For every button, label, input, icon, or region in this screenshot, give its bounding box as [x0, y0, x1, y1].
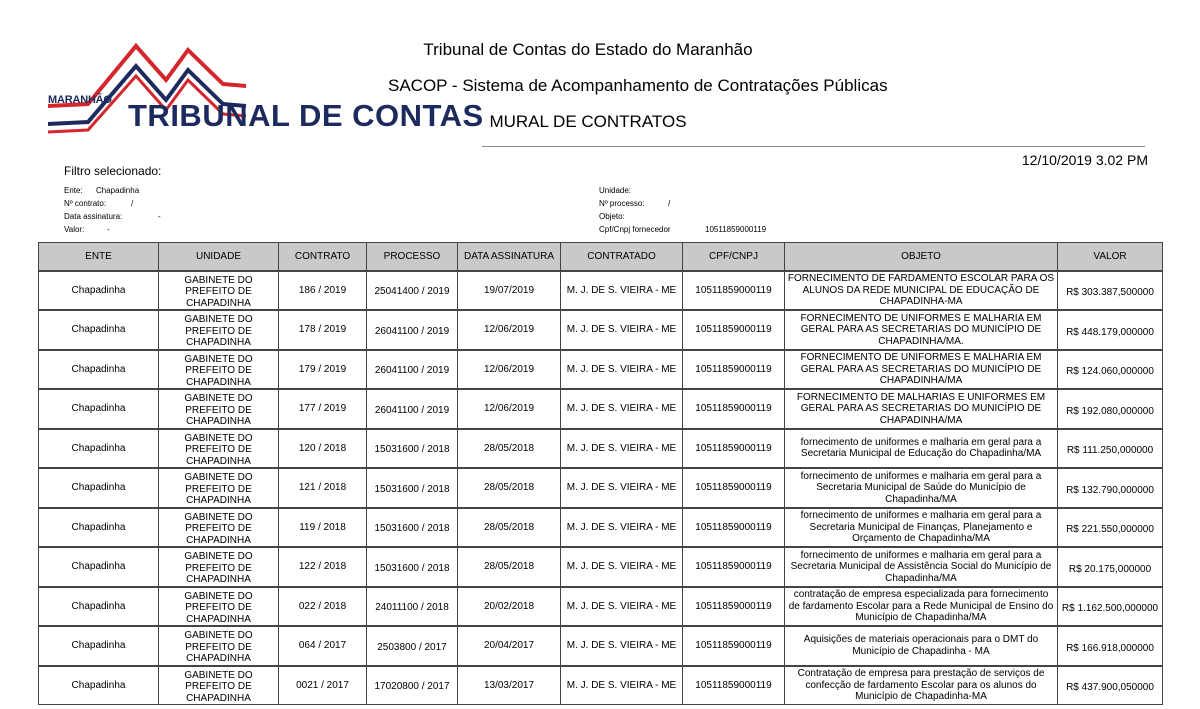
cell-processo: 15031600 / 2018 — [367, 547, 458, 587]
cell-ente: Chapadinha — [39, 429, 159, 469]
col-header-ente: ENTE — [39, 243, 159, 271]
cell-objeto: fornecimento de uniformes e malharia em geral para a Secretaria Municipal de Educação do Chapadinha/MA — [785, 429, 1058, 469]
filter-contrato-value: / — [131, 199, 134, 208]
table-row — [39, 508, 1163, 548]
cell-data: 28/05/2018 — [458, 547, 561, 587]
filter-processo-value: / — [668, 199, 671, 208]
table-row — [39, 350, 1163, 390]
cell-data: 12/06/2019 — [458, 389, 561, 429]
cell-objeto: fornecimento de uniformes e malharia em geral para a Secretaria Municipal de Assistência Social do Município de Chapadinha/MA — [785, 547, 1058, 587]
logo-state-label: MARANHÃO — [48, 94, 112, 106]
cell-contratado: M. J. DE S. VIEIRA - ME — [561, 310, 683, 350]
cell-valor: R$ 192.080,000000 — [1058, 389, 1163, 429]
cell-processo: 15031600 / 2018 — [367, 468, 458, 508]
col-header-objeto: OBJETO — [785, 243, 1058, 271]
filter-processo-label: Nº processo: — [599, 199, 645, 208]
cell-data: 28/05/2018 — [458, 468, 561, 508]
cell-objeto: Aquisições de materiais operacionais para o DMT do Município de Chapadinha - MA — [785, 626, 1058, 666]
cell-contratado: M. J. DE S. VIEIRA - ME — [561, 508, 683, 548]
cell-unidade: GABINETE DO PREFEITO DE CHAPADINHA — [159, 666, 279, 705]
cell-ente: Chapadinha — [39, 547, 159, 587]
cell-valor: R$ 124.060,000000 — [1058, 350, 1163, 390]
cell-contratado: M. J. DE S. VIEIRA - ME — [561, 389, 683, 429]
col-header-contrato: CONTRATO — [279, 243, 367, 271]
table-row — [39, 389, 1163, 429]
cell-cnpj: 10511859000119 — [683, 310, 785, 350]
cell-processo: 15031600 / 2018 — [367, 508, 458, 548]
cell-ente: Chapadinha — [39, 626, 159, 666]
cell-unidade: GABINETE DO PREFEITO DE CHAPADINHA — [159, 547, 279, 587]
cell-cnpj: 10511859000119 — [683, 468, 785, 508]
cell-contrato: 022 / 2018 — [279, 587, 367, 627]
cell-cnpj: 10511859000119 — [683, 429, 785, 469]
cell-unidade: GABINETE DO PREFEITO DE CHAPADINHA — [159, 508, 279, 548]
cell-ente: Chapadinha — [39, 310, 159, 350]
cell-contrato: 186 / 2019 — [279, 271, 367, 311]
filter-data-value: - — [158, 212, 161, 221]
cell-unidade: GABINETE DO PREFEITO DE CHAPADINHA — [159, 468, 279, 508]
cell-contrato: 0021 / 2017 — [279, 666, 367, 705]
header-divider — [482, 146, 1145, 147]
table-row — [39, 468, 1163, 508]
cell-data: 28/05/2018 — [458, 508, 561, 548]
cell-unidade: GABINETE DO PREFEITO DE CHAPADINHA — [159, 271, 279, 311]
cell-contratado: M. J. DE S. VIEIRA - ME — [561, 666, 683, 705]
cell-contratado: M. J. DE S. VIEIRA - ME — [561, 429, 683, 469]
cell-ente: Chapadinha — [39, 350, 159, 390]
cell-data: 20/02/2018 — [458, 587, 561, 627]
cell-ente: Chapadinha — [39, 271, 159, 311]
cell-processo: 2503800 / 2017 — [367, 626, 458, 666]
cell-contrato: 179 / 2019 — [279, 350, 367, 390]
cell-cnpj: 10511859000119 — [683, 350, 785, 390]
col-header-valor: VALOR — [1058, 243, 1163, 271]
cell-unidade: GABINETE DO PREFEITO DE CHAPADINHA — [159, 350, 279, 390]
cell-cnpj: 10511859000119 — [683, 271, 785, 311]
cell-valor: R$ 221.550,000000 — [1058, 508, 1163, 548]
filter-valor-value: - — [107, 225, 110, 234]
cell-valor: R$ 166.918,000000 — [1058, 626, 1163, 666]
cell-objeto: FORNECIMENTO DE UNIFORMES E MALHARIA EM GERAL PARA AS SECRETARIAS DO MUNICÍPIO DE CHAPADINHA/MA. — [785, 310, 1058, 350]
col-header-processo: PROCESSO — [367, 243, 458, 271]
col-header-cnpj: CPF/CNPJ — [683, 243, 785, 271]
table-row — [39, 587, 1163, 627]
col-header-data: DATA ASSINATURA — [458, 243, 561, 271]
cell-processo: 24011100 / 2018 — [367, 587, 458, 627]
table-row — [39, 429, 1163, 469]
cell-processo: 26041100 / 2019 — [367, 350, 458, 390]
cell-processo: 26041100 / 2019 — [367, 389, 458, 429]
cell-ente: Chapadinha — [39, 468, 159, 508]
cell-data: 12/06/2019 — [458, 350, 561, 390]
cell-contrato: 122 / 2018 — [279, 547, 367, 587]
cell-processo: 25041400 / 2019 — [367, 271, 458, 311]
cell-valor: R$ 1.162.500,000000 — [1058, 587, 1163, 627]
table-row — [39, 666, 1163, 705]
cell-cnpj: 10511859000119 — [683, 666, 785, 705]
cell-cnpj: 10511859000119 — [683, 626, 785, 666]
cell-data: 13/03/2017 — [458, 666, 561, 705]
cell-unidade: GABINETE DO PREFEITO DE CHAPADINHA — [159, 626, 279, 666]
cell-objeto: FORNECIMENTO DE UNIFORMES E MALHARIA EM GERAL PARA AS SECRETARIAS DO MUNICÍPIO DE CHAPADINHA/MA — [785, 350, 1058, 390]
cell-ente: Chapadinha — [39, 389, 159, 429]
logo-title: TRIBUNAL DE CONTAS — [128, 98, 484, 133]
cell-unidade: GABINETE DO PREFEITO DE CHAPADINHA — [159, 310, 279, 350]
cell-valor: R$ 437.900,050000 — [1058, 666, 1163, 705]
table-row — [39, 547, 1163, 587]
cell-contrato: 121 / 2018 — [279, 468, 367, 508]
cell-contratado: M. J. DE S. VIEIRA - ME — [561, 271, 683, 311]
cell-valor: R$ 111.250,000000 — [1058, 429, 1163, 469]
col-header-contratado: CONTRATADO — [561, 243, 683, 271]
cell-objeto: contratação de empresa especializada para fornecimento de fardamento Escolar para a Rede Municipal de Ensino do Município de Chapadinha/MA — [785, 587, 1058, 627]
page-title: MURAL DE CONTRATOS — [489, 112, 687, 131]
cell-cnpj: 10511859000119 — [683, 587, 785, 627]
cell-unidade: GABINETE DO PREFEITO DE CHAPADINHA — [159, 389, 279, 429]
filter-objeto-label: Objeto: — [599, 212, 625, 221]
header-institution: Tribunal de Contas do Estado do Maranhão — [423, 40, 753, 59]
cell-data: 12/06/2019 — [458, 310, 561, 350]
cell-objeto: fornecimento de uniformes e malharia em geral para a Secretaria Municipal de Finanças, Planejamento e Orçamento de Chapadinha/MA — [785, 508, 1058, 548]
cell-cnpj: 10511859000119 — [683, 547, 785, 587]
cell-processo: 15031600 / 2018 — [367, 429, 458, 469]
table-row — [39, 310, 1163, 350]
cell-contratado: M. J. DE S. VIEIRA - ME — [561, 547, 683, 587]
cell-objeto: FORNECIMENTO DE MALHARIAS E UNIFORMES EM GERAL PARA AS SECRETARIAS DO MUNICÍPIO DE CHAPADINHA/MA — [785, 389, 1058, 429]
cell-contrato: 064 / 2017 — [279, 626, 367, 666]
cell-valor: R$ 303.387,500000 — [1058, 271, 1163, 311]
header-system: SACOP - Sistema de Acompanhamento de Contratações Públicas — [388, 76, 888, 95]
cell-objeto: Contratação de empresa para prestação de serviços de confecção de fardamento Escolar para os alunos do Município de Chapadinha-MA — [785, 666, 1058, 705]
cell-objeto: FORNECIMENTO DE FARDAMENTO ESCOLAR PARA OS ALUNOS DA REDE MUNICIPAL DE EDUCAÇÃO DE CHAPADINHA-MA — [785, 271, 1058, 311]
filter-contrato-label: Nº contrato: — [64, 199, 107, 208]
filter-cpf-label: Cpf/Cnpj fornecedor — [599, 225, 671, 234]
cell-objeto: fornecimento de uniformes e malharia em geral para a Secretaria Municipal de Saúde do Município de Chapadinha/MA — [785, 468, 1058, 508]
cell-data: 28/05/2018 — [458, 429, 561, 469]
contracts-table — [38, 242, 1163, 705]
cell-ente: Chapadinha — [39, 508, 159, 548]
cell-contrato: 177 / 2019 — [279, 389, 367, 429]
cell-data: 20/04/2017 — [458, 626, 561, 666]
cell-contrato: 119 / 2018 — [279, 508, 367, 548]
table-row — [39, 626, 1163, 666]
cell-valor: R$ 448.179,000000 — [1058, 310, 1163, 350]
cell-ente: Chapadinha — [39, 587, 159, 627]
filter-valor-label: Valor: — [64, 225, 85, 234]
filter-cpf-value: 10511859000119 — [705, 225, 767, 234]
report-datetime: 12/10/2019 3.02 PM — [1021, 152, 1148, 168]
cell-contratado: M. J. DE S. VIEIRA - ME — [561, 350, 683, 390]
cell-contratado: M. J. DE S. VIEIRA - ME — [561, 468, 683, 508]
cell-ente: Chapadinha — [39, 666, 159, 705]
cell-unidade: GABINETE DO PREFEITO DE CHAPADINHA — [159, 587, 279, 627]
cell-valor: R$ 132.790,000000 — [1058, 468, 1163, 508]
filter-ente-label: Ente: — [64, 186, 83, 195]
cell-contratado: M. J. DE S. VIEIRA - ME — [561, 587, 683, 627]
col-header-unidade: UNIDADE — [159, 243, 279, 271]
cell-cnpj: 10511859000119 — [683, 508, 785, 548]
cell-contratado: M. J. DE S. VIEIRA - ME — [561, 626, 683, 666]
cell-contrato: 120 / 2018 — [279, 429, 367, 469]
cell-unidade: GABINETE DO PREFEITO DE CHAPADINHA — [159, 429, 279, 469]
filter-ente-value: Chapadinha — [96, 186, 140, 195]
filter-data-label: Data assinatura: — [64, 212, 123, 221]
filter-title: Filtro selecionado: — [64, 164, 162, 178]
cell-valor: R$ 20.175,000000 — [1058, 547, 1163, 587]
cell-contrato: 178 / 2019 — [279, 310, 367, 350]
cell-processo: 17020800 / 2017 — [367, 666, 458, 705]
cell-data: 19/07/2019 — [458, 271, 561, 311]
filter-unidade-label: Unidade: — [599, 186, 632, 195]
cell-cnpj: 10511859000119 — [683, 389, 785, 429]
table-row — [39, 271, 1163, 311]
table-header-row — [39, 243, 1163, 271]
cell-processo: 26041100 / 2019 — [367, 310, 458, 350]
